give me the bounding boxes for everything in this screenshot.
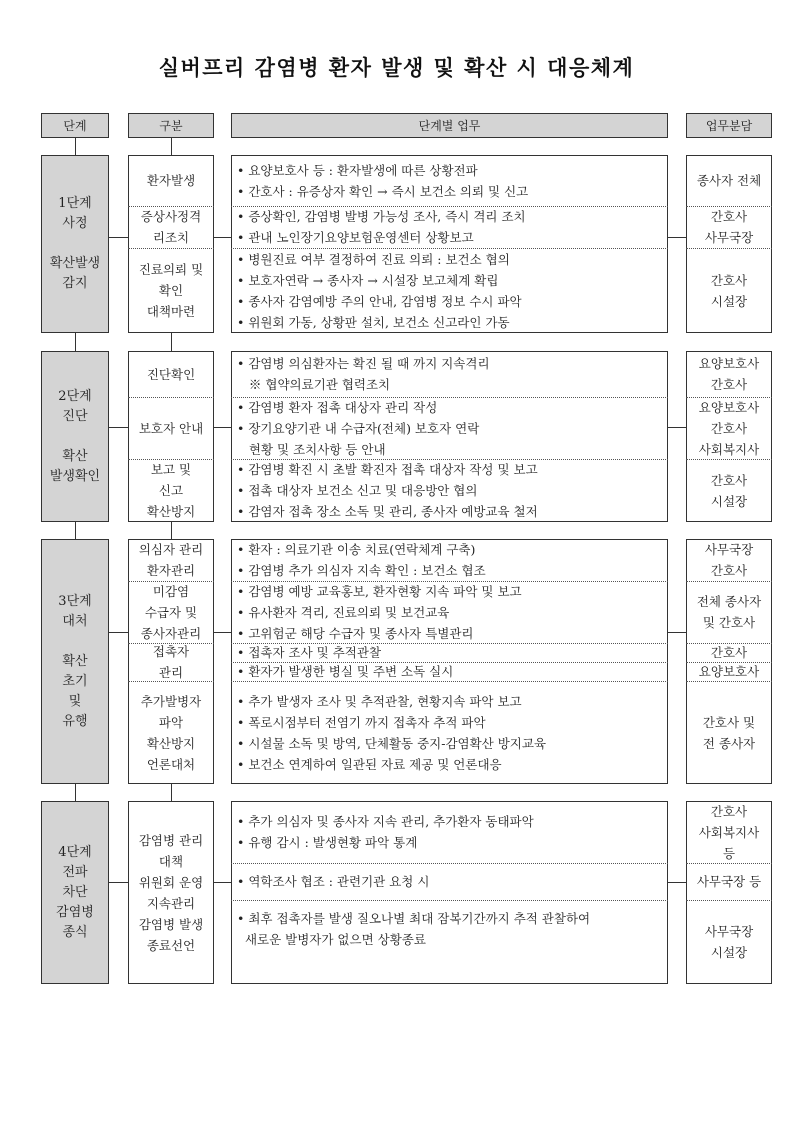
task-line: • 보호자연락 → 종사자 → 시설장 보고체계 확립 <box>237 272 499 288</box>
task-group <box>231 801 668 863</box>
task-line: • 관내 노인장기요양보험운영센터 상황보고 <box>237 230 474 245</box>
assignee-cell: 전체 종사자 및 간호사 <box>696 594 762 630</box>
task-line: • 추가 발생자 조사 및 추적관찰, 현황지속 파악 보고 <box>237 693 522 709</box>
task-group <box>231 643 668 662</box>
page-title: 실버프리 감염병 환자 발생 및 확산 시 대응체계 <box>158 56 635 80</box>
category-cell: 의심자 관리 환자관리 <box>138 542 204 578</box>
assignee-cell: 간호사 및 전 종사자 <box>702 714 756 751</box>
category-cell: 보고 및 신고 확산방지 <box>146 462 196 519</box>
row-divider <box>231 581 668 582</box>
row-divider <box>686 206 772 207</box>
task-line: ※ 협약의료기관 협력조치 <box>237 377 391 392</box>
row-divider <box>128 459 214 460</box>
task-line: • 증상확인, 감염병 발병 가능성 조사, 즉시 격리 조치 <box>237 209 526 224</box>
task-line: • 위원회 가동, 상황판 설치, 보건소 신고라인 가동 <box>237 314 510 330</box>
task-group <box>231 539 668 581</box>
assignee-cell: 간호사 사회복지사 등 <box>698 803 760 861</box>
task-line: • 추가 의심자 및 종사자 지속 관리, 추가환자 동태파악 <box>237 814 534 829</box>
row-divider <box>128 248 214 249</box>
row-divider <box>128 643 214 644</box>
task-line: • 장기요양기관 내 수급자(전체) 보호자 연락 <box>237 420 480 436</box>
connector <box>171 138 172 155</box>
row-divider <box>231 900 668 901</box>
task-line: • 유사환자 격리, 진료의뢰 및 보건교육 <box>237 604 450 620</box>
connector <box>109 427 128 428</box>
row-divider <box>231 662 668 663</box>
connector <box>668 632 686 633</box>
task-line: • 감염병 환자 접촉 대상자 관리 작성 <box>237 399 438 415</box>
task-line: • 환자 : 의료기관 이송 치료(연락체계 구축) <box>237 542 476 557</box>
row-divider <box>231 863 668 864</box>
row-divider <box>231 681 668 682</box>
task-line: • 접촉 대상자 보건소 신고 및 대응방안 협의 <box>237 483 478 498</box>
task-group <box>231 662 668 681</box>
connector <box>171 784 172 801</box>
task-group <box>231 681 668 784</box>
task-line: • 감염병 추가 의심자 지속 확인 : 보건소 협조 <box>237 563 486 578</box>
assignee-cell: 사무국장 간호사 <box>704 542 754 578</box>
task-line: • 고위험군 해당 수급자 및 종사자 특별관리 <box>237 625 474 641</box>
assignee-cell: 요양보호사 <box>698 664 760 679</box>
assignee-cell: 사무국장 등 <box>696 874 762 889</box>
connector <box>668 427 686 428</box>
category-cell: 보호자 안내 <box>138 420 204 436</box>
task-group <box>231 863 668 900</box>
task-line: • 종사자 감염예방 주의 안내, 감염병 정보 수시 파악 <box>237 293 522 309</box>
task-group <box>231 248 668 333</box>
header-stage: 단계 <box>41 113 109 138</box>
task-line: 새로운 발병자가 없으면 상황종료 <box>237 932 426 947</box>
connector <box>109 632 128 633</box>
row-divider <box>686 900 772 901</box>
connector <box>214 882 231 883</box>
row-divider <box>128 681 214 682</box>
task-group <box>231 155 668 206</box>
category-cell: 환자발생 <box>146 173 196 188</box>
row-divider <box>231 643 668 644</box>
assignee-cell: 사무국장 시설장 <box>704 924 754 960</box>
connector <box>171 333 172 351</box>
row-divider <box>128 397 214 398</box>
task-line: 현황 및 조치사항 등 안내 <box>237 441 386 457</box>
stage-2 <box>41 351 109 522</box>
stage-1 <box>41 155 109 333</box>
category-cell: 진단확인 <box>146 366 196 382</box>
connector <box>75 522 76 539</box>
row-divider <box>686 459 772 460</box>
task-line: • 감염병 확진 시 초발 확진자 접촉 대상자 작성 및 보고 <box>237 462 538 477</box>
task-line: • 감염병 의심환자는 확진 될 때 까지 지속격리 <box>237 356 490 371</box>
row-divider <box>686 643 772 644</box>
assignee-cell: 종사자 전체 <box>696 173 762 188</box>
connector <box>75 333 76 351</box>
stage-2-label: 2단계 진단 확산 발생확인 <box>49 388 101 484</box>
row-divider <box>231 397 668 398</box>
row-divider <box>128 581 214 582</box>
task-line: • 접촉자 조사 및 추적관찰 <box>237 645 382 660</box>
task-line: • 병원진료 여부 결정하여 진료 의뢰 : 보건소 협의 <box>237 251 510 267</box>
assignee-cell: 요양보호사 간호사 사회복지사 <box>698 399 760 457</box>
assignee-cell: 요양보호사 간호사 <box>698 356 760 392</box>
row-divider <box>686 863 772 864</box>
stage-3-label: 3단계 대처 확산 초기 및 유행 <box>58 593 92 729</box>
connector <box>109 882 128 883</box>
row-divider <box>686 662 772 663</box>
assignee-cell: 간호사 <box>710 645 748 660</box>
task-line: • 폭로시점부터 전염기 까지 접촉자 추적 파악 <box>237 714 486 730</box>
header-assignee: 업무분담 <box>686 113 772 138</box>
row-divider <box>231 206 668 207</box>
stage-1-label: 1단계 사정 확산발생 감지 <box>49 196 101 291</box>
task-group <box>231 206 668 248</box>
task-line: • 요양보호사 등 : 환자발생에 따른 상황전파 <box>237 162 478 178</box>
row-divider <box>231 459 668 460</box>
assignee-cell: 간호사 사무국장 <box>704 209 754 245</box>
connector <box>109 237 128 238</box>
row-divider <box>231 248 668 249</box>
connector <box>171 522 172 539</box>
row-divider <box>128 206 214 207</box>
category-cell: 증상사정격 리조치 <box>140 209 202 245</box>
task-line: • 역학조사 협조 : 관련기관 요청 시 <box>237 874 430 889</box>
header-tasks: 단계별 업무 <box>231 113 668 138</box>
stage-4 <box>41 801 109 984</box>
task-group <box>231 900 668 984</box>
task-line: • 감염자 접촉 장소 소독 및 관리, 종사자 예방교육 철저 <box>237 504 538 519</box>
task-group <box>231 351 668 397</box>
row-divider <box>686 397 772 398</box>
row-divider <box>686 248 772 249</box>
assignee-cell: 간호사 시설장 <box>710 472 748 509</box>
row-divider <box>686 581 772 582</box>
header-category: 구분 <box>128 113 214 138</box>
row-divider <box>686 681 772 682</box>
connector <box>214 632 231 633</box>
task-group <box>231 397 668 459</box>
task-line: • 보건소 연계하여 일관된 자료 제공 및 언론대응 <box>237 756 502 772</box>
category-cell: 진료의뢰 및 확인 대책마련 <box>138 262 204 319</box>
task-line: • 간호사 : 유증상자 확인 → 즉시 보건소 의뢰 및 신고 <box>237 183 529 199</box>
connector <box>214 427 231 428</box>
task-line: • 시설물 소독 및 방역, 단체활동 중지-감염확산 방지교육 <box>237 735 547 751</box>
task-line: • 유행 감시 : 발생현황 파악 통계 <box>237 835 418 850</box>
stage-3 <box>41 539 109 784</box>
connector <box>75 784 76 801</box>
category-cell: 미감염 수급자 및 종사자관리 <box>140 583 202 641</box>
connector <box>214 237 231 238</box>
task-line: • 최후 접촉자를 발생 질오나별 최대 잠복기간까지 추적 관찰하여 <box>237 911 591 926</box>
connector <box>668 237 686 238</box>
category-cell: 감염병 관리 대책 위원회 운영 지속관리 감염병 발생 종료선언 <box>138 832 204 953</box>
task-line: • 감염병 예방 교육홍보, 환자현황 지속 파악 및 보고 <box>237 583 522 599</box>
task-line: • 환자가 발생한 병실 및 주변 소독 실시 <box>237 664 454 679</box>
task-group <box>231 581 668 643</box>
task-group <box>231 459 668 522</box>
stage-4-label: 4단계 전파 차단 감염병 종식 <box>56 844 94 940</box>
connector <box>668 882 686 883</box>
assignee-cell: 간호사 시설장 <box>710 272 748 309</box>
category-cell: 접촉자 관리 <box>152 644 190 680</box>
category-cell: 추가발병자 파악 확산방지 언론대처 <box>140 693 202 772</box>
connector <box>75 138 76 155</box>
